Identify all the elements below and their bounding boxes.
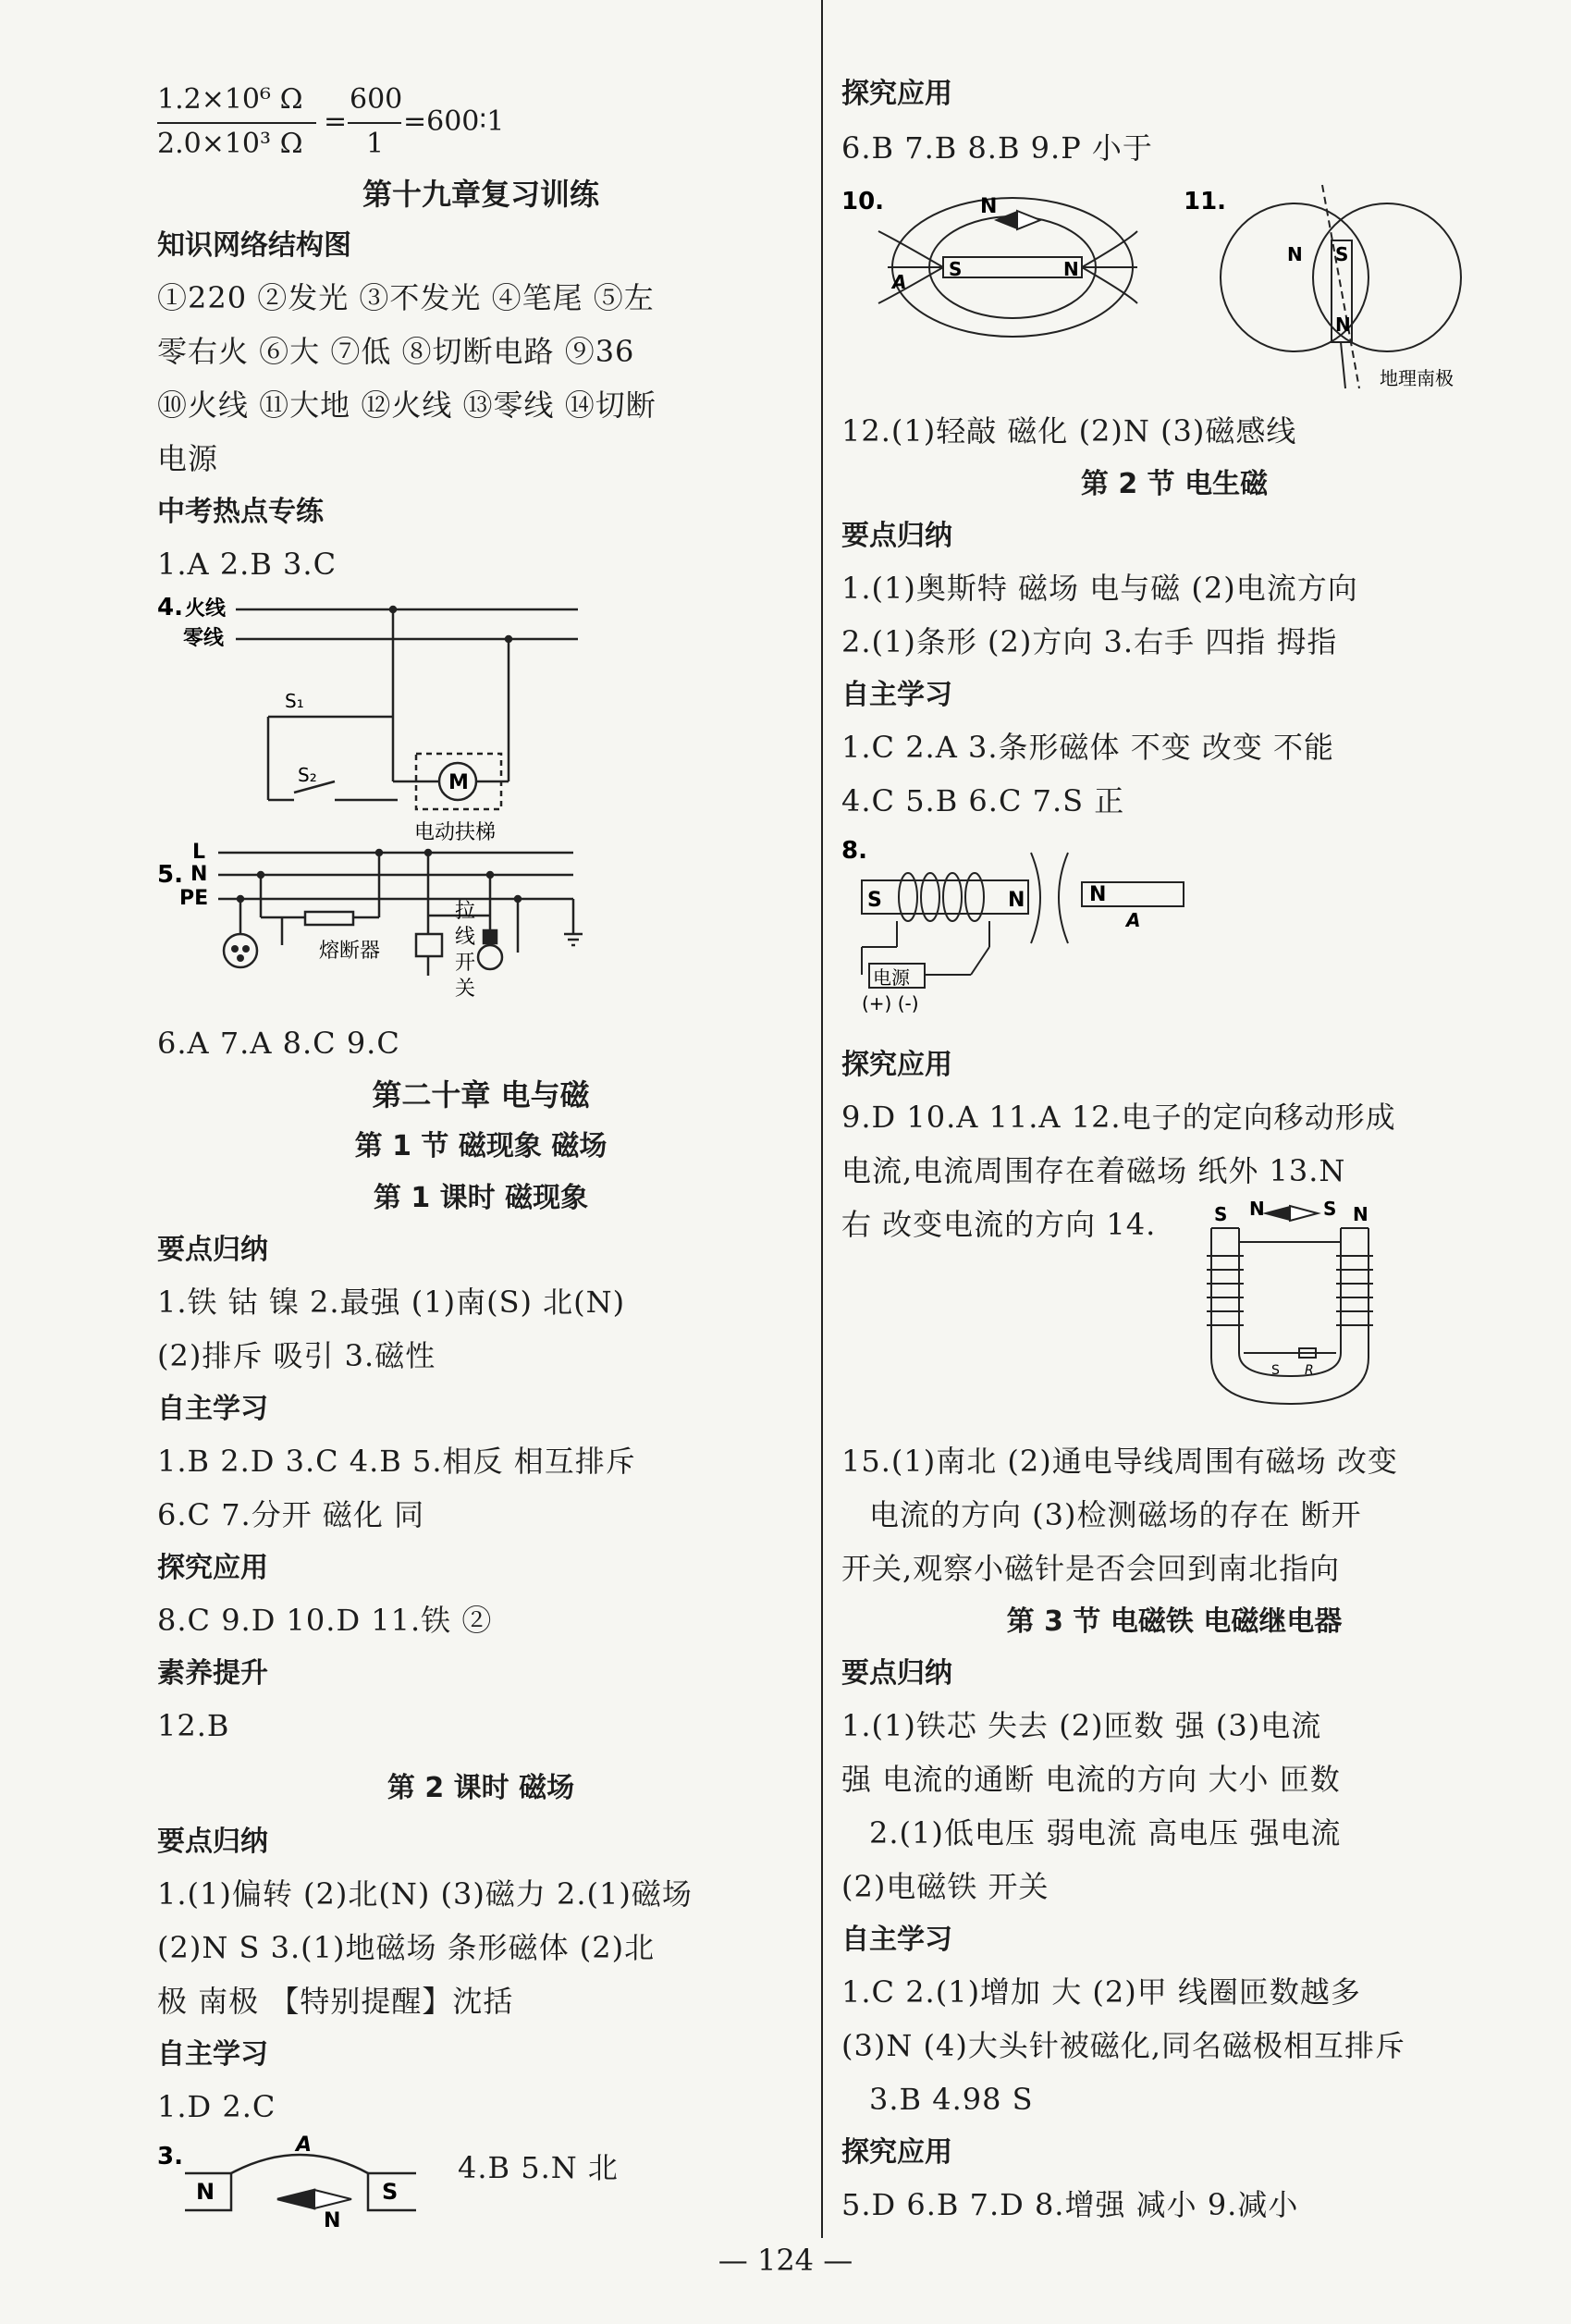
line-L-label: L	[192, 841, 206, 864]
question15-line-2: 电流的方向 (3)检测磁场的存在 断开	[869, 1497, 1362, 1532]
magnet-needle-diagram	[157, 2133, 453, 2232]
section2-explore-line-3: 右 改变电流的方向 14.	[841, 1207, 1157, 1242]
resistor-label: R	[1305, 1363, 1314, 1378]
net-line-2: 零右火 ⑥大 ⑦低 ⑧切断电路 ⑨36	[157, 334, 635, 369]
section3-keypoints-heading: 要点归纳	[841, 1657, 952, 1690]
lesson2-keypoints-line-2: (2)N S 3.(1)地磁场 条形磁体 (2)北	[157, 1930, 656, 1965]
question15-line-3: 开关,观察小磁针是否会回到南北指向	[841, 1551, 1341, 1586]
pull-switch-label-4: 关	[455, 978, 476, 1001]
question15-line-1: 15.(1)南北 (2)通电导线周围有磁场 改变	[841, 1444, 1398, 1479]
net-line-1: ①220 ②发光 ③不发光 ④笔尾 ⑤左	[157, 280, 655, 315]
bar-magnet-field-diagram	[841, 185, 1137, 342]
net-line-4: 电源	[157, 441, 219, 476]
bar-N-label: N	[1089, 883, 1107, 906]
solenoid-N-label: N	[1008, 889, 1025, 912]
fraction-bar	[157, 122, 316, 124]
figure-number: 11.	[1184, 188, 1227, 215]
lesson1-keypoints-line-1: 1.铁 钴 镍 2.最强 (1)南(S) 北(N)	[157, 1285, 626, 1320]
figure-number: 3.	[157, 2143, 183, 2170]
lesson2-answers-4-5: 4.B 5.N 北	[458, 2150, 619, 2185]
solenoid-circuit-diagram	[841, 834, 1193, 1014]
needle-S-label: S	[1323, 1198, 1337, 1220]
magnet-N-label: N	[1063, 258, 1079, 280]
section3-keypoints-line-3: 2.(1)低电压 弱电流 高电压 强电流	[869, 1815, 1342, 1851]
magnet-right-S: S	[382, 2179, 399, 2205]
chapter19-review-title: 第十九章复习训练	[362, 177, 599, 212]
pole-S-left: S	[1214, 1203, 1228, 1225]
needle-N-label: N	[1287, 243, 1303, 265]
pull-switch-label-3: 开	[455, 952, 476, 975]
magnet-N-label: N	[1335, 314, 1351, 336]
section3-keypoints-line-1: 1.(1)铁芯 失去 (2)匝数 强 (3)电流	[841, 1708, 1322, 1743]
section2-keypoints-heading: 要点归纳	[841, 520, 952, 552]
section2-explore-line-2: 电流,电流周围存在着磁场 纸外 13.N	[841, 1153, 1346, 1188]
figure-number: 10.	[841, 188, 885, 215]
explore-heading: 探究应用	[841, 78, 952, 110]
lesson1-self-study-line-2: 6.C 7.分开 磁化 同	[157, 1497, 425, 1532]
neutral-wire-label: 零线	[183, 627, 225, 650]
lesson2-self-study-answers: 1.D 2.C	[157, 2089, 276, 2124]
figure-number: 5.	[157, 861, 183, 889]
section3-title: 第 3 节 电磁铁 电磁继电器	[1006, 1605, 1343, 1638]
wire-A-label: A	[296, 2133, 313, 2157]
motor-label: M	[448, 771, 469, 794]
section3-self-study-line-1: 1.C 2.(1)增加 大 (2)甲 线圈匝数越多	[841, 1974, 1361, 2010]
fraction-denominator: 2.0×10³ Ω	[157, 128, 303, 160]
escalator-caption: 电动扶梯	[414, 821, 497, 844]
u-electromagnet-diagram	[1197, 1200, 1382, 1413]
section2-keypoints-line-1: 1.(1)奥斯特 磁场 电与磁 (2)电流方向	[841, 571, 1358, 606]
lesson1-keypoints-heading: 要点归纳	[157, 1234, 268, 1266]
lesson1-title: 第 1 课时 磁现象	[373, 1182, 589, 1214]
section2-self-study-heading: 自主学习	[841, 679, 952, 711]
net-line-3: ⑩火线 ⑪大地 ⑫火线 ⑬零线 ⑭切断	[157, 387, 657, 423]
switch-s2-label: S₂	[298, 764, 317, 786]
ratio-result: =600∶1	[403, 105, 505, 138]
needle-N-label: N	[324, 2209, 341, 2232]
page-number: — 124 —	[718, 2243, 853, 2278]
point-A-label: A	[1126, 909, 1141, 931]
lesson2-title: 第 2 课时 磁场	[387, 1772, 575, 1804]
fraction2-denominator: 1	[366, 128, 385, 160]
fraction2-bar	[348, 122, 401, 124]
lesson2-keypoints-heading: 要点归纳	[157, 1826, 268, 1858]
section2-self-study-line-1: 1.C 2.A 3.条形磁体 不变 改变 不能	[841, 730, 1335, 765]
section3-explore-heading: 探究应用	[841, 2136, 952, 2169]
fuse-label: 熔断器	[319, 940, 381, 963]
section2-keypoints-line-2: 2.(1)条形 (2)方向 3.右手 四指 拇指	[841, 624, 1338, 659]
section3-self-study-heading: 自主学习	[841, 1924, 952, 1956]
needle-N-label: N	[980, 195, 998, 218]
needle-N-label: N	[1249, 1198, 1265, 1220]
earth-magnet-field-diagram	[1184, 185, 1507, 398]
line-PE-label: PE	[179, 887, 209, 910]
lesson1-literacy-answer: 12.B	[157, 1708, 230, 1743]
household-circuit-diagram	[157, 842, 583, 1054]
section2-explore-line-1: 9.D 10.A 11.A 12.电子的定向移动形成	[841, 1100, 1396, 1135]
lesson2-self-study-heading: 自主学习	[157, 2038, 268, 2071]
section3-self-study-line-3: 3.B 4.98 S	[869, 2082, 1034, 2117]
switch-label: S	[1271, 1363, 1280, 1378]
section2-explore-heading: 探究应用	[841, 1049, 952, 1081]
hot-answers-1-3: 1.A 2.B 3.C	[157, 547, 338, 582]
chapter20-title: 第二十章 电与磁	[372, 1077, 590, 1113]
polarity-label: (+) (-)	[862, 992, 919, 1014]
lesson1-self-study-heading: 自主学习	[157, 1393, 268, 1425]
escalator-circuit-diagram	[157, 594, 583, 844]
knowledge-network-heading: 知识网络结构图	[157, 229, 351, 262]
fraction2-numerator: 600	[350, 83, 403, 116]
lesson2-keypoints-line-1: 1.(1)偏转 (2)北(N) (3)磁力 2.(1)磁场	[157, 1876, 693, 1912]
lesson1-explore-answers: 8.C 9.D 10.D 11.铁 ②	[157, 1603, 493, 1638]
section3-explore-answers: 5.D 6.B 7.D 8.增强 减小 9.减小	[841, 2187, 1299, 2222]
point-A-label: A	[892, 271, 907, 293]
lesson1-keypoints-line-2: (2)排斥 吸引 3.磁性	[157, 1338, 436, 1373]
figure-number: 8.	[841, 837, 867, 865]
fraction-numerator: 1.2×10⁶ Ω	[157, 83, 303, 116]
solenoid-S-label: S	[867, 889, 882, 912]
pull-switch-label-2: 线	[455, 926, 476, 949]
lesson1-explore-heading: 探究应用	[157, 1552, 268, 1584]
figure-number: 4.	[157, 594, 183, 621]
pull-switch-label-1: 拉	[455, 900, 476, 923]
lesson2-keypoints-line-3: 极 南极 【特别提醒】沈括	[157, 1984, 514, 2019]
lesson1-literacy-heading: 素养提升	[157, 1657, 268, 1690]
pole-N-right: N	[1353, 1203, 1368, 1225]
geographic-south-caption: 地理南极	[1380, 367, 1454, 389]
section2-self-study-line-2: 4.C 5.B 6.C 7.S 正	[841, 783, 1125, 818]
line-N-label: N	[190, 863, 208, 886]
section3-keypoints-line-2: 强 电流的通断 电流的方向 大小 匝数	[841, 1762, 1341, 1797]
question12-answer: 12.(1)轻敲 磁化 (2)N (3)磁感线	[841, 413, 1297, 449]
section2-title: 第 2 节 电生磁	[1080, 468, 1269, 500]
hot-practice-heading: 中考热点专练	[157, 496, 324, 528]
lesson1-self-study-line-1: 1.B 2.D 3.C 4.B 5.相反 相互排斥	[157, 1444, 636, 1479]
magnet-S-label: S	[1335, 243, 1349, 265]
section3-self-study-line-2: (3)N (4)大头针被磁化,同名磁极相互排斥	[841, 2028, 1406, 2063]
live-wire-label: 火线	[185, 597, 227, 621]
section3-keypoints-line-4: (2)电磁铁 开关	[841, 1869, 1049, 1904]
hot-answers-6-9: 6.A 7.A 8.C 9.C	[157, 1026, 400, 1061]
power-source-label: 电源	[873, 966, 910, 989]
section1-title: 第 1 节 磁现象 磁场	[354, 1130, 608, 1162]
magnet-S-label: S	[949, 258, 963, 280]
switch-s1-label: S₁	[285, 690, 304, 712]
column-divider	[821, 0, 823, 2238]
explore-answers-6-9: 6.B 7.B 8.B 9.P 小于	[841, 130, 1153, 166]
magnet-left-N: N	[196, 2179, 215, 2205]
